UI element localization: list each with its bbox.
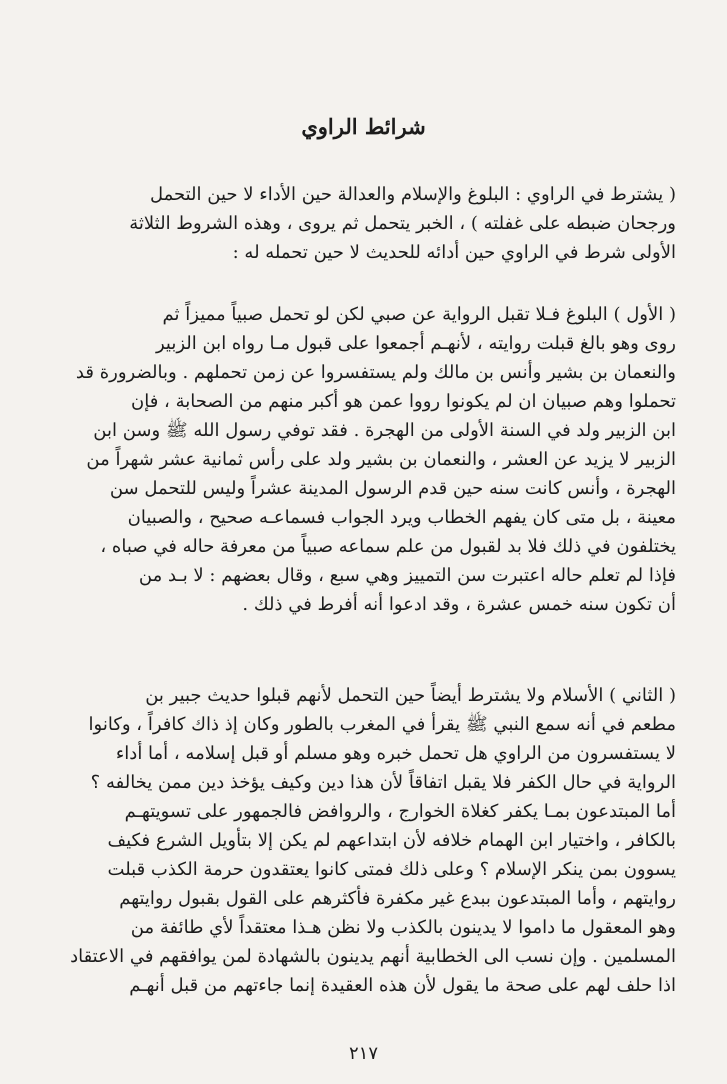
text-line: تحملوا وهم صبيان ان لم يكونوا رووا عمن هو أكبر منهم من الصحابة ، فإن [131,391,676,412]
text-line: الرواية في حال الكفر فلا يقبل اتفاقاً لأن هذا دين وكيف يؤخذ دين ممن يخالفه ؟ [90,772,676,793]
text-line: ورجحان ضبطه على غفلته ) ، الخبر يتحمل ثم يروى ، وهذه الشروط الثلاثة [129,213,676,234]
text-line: يختلفون في ذلك فلا بد لقبول من علم سماعه صبياً من معرفة حاله في صباه ، [100,536,676,557]
text-line: يسوون بمن ينكر الإسلام ؟ وعلى ذلك فمتى كانوا يعتقدون حرمة الكذب قبلت [107,859,676,880]
text-line: ( الثاني ) الأسلام ولا يشترط أيضاً حين التحمل لأنهم قبلوا حديث جبير بن [145,685,676,706]
text-line: والنعمان بن بشير وأنس بن مالك ولم يستفسروا عن زمن تحملهم . وبالضرورة قد [75,362,676,383]
paragraph-first-condition [50,300,676,619]
text-line: معينة ، بل متى كان يفهم الخطاب ويرد الجواب فسماعـه صحيح ، والصبيان [127,507,676,528]
text-line: فإذا لم تعلم حاله اعتبرت سن التمييز وهي سبع ، وقال بعضهم : لا بـد من [138,565,676,586]
text-line: ( الأول ) البلوغ فـلا تقبل الرواية عن صبي لكن لو تحمل صبياً مميزاً ثم [162,304,676,325]
text-line: أن تكون سنه خمس عشرة ، وقد ادعوا أنه أفرط في ذلك . [242,594,676,615]
text-line: بالكافر ، واختيار ابن الهمام خلافه لأن ابتداعهم لم يكن إلا بتأويل الشرع فكيف [107,830,676,851]
text-line: مطعم في أنه سمع النبي ﷺ يقرأ في المغرب بالطور وكان إذ ذاك كافراً ، وكانوا [88,714,676,735]
text-line: لا يستفسرون من الراوي هل تحمل خبره وهو مسلم أو قبل إسلامه ، أما أداء [115,743,676,764]
text-line: اذا حلف لهم على صحة ما يقول لأن هذه العقيدة إنما جاءتهم من قبل أنهـم [129,975,676,996]
paragraph-second-condition [50,681,676,1000]
page-number: ٢١٧ [348,1043,378,1064]
text-line: روى وهو بالغ قبلت روايته ، لأنهـم أجمعوا على قبول مـا رواه ابن الزبير [155,333,676,354]
text-line: الزبير لا يزيد عن العشر ، والنعمان بن بشير ولد على رأس ثمانية عشر شهراً من [86,449,676,470]
page-title: شرائط الراوي [301,114,426,139]
text-line: الهجرة ، وأنس كانت سنه حين قدم الرسول المدينة عشراً وليس للتحمل سن [109,478,676,499]
text-line: الأولى شرط في الراوي حين أدائه للحديث لا حين تحمله له : [232,242,676,263]
text-line: وهو المعقول ما داموا لا يدينون بالكذب ولا نظن هـذا معتقداً لأي طائفة من [130,917,676,938]
text-line: ابن الزبير ولد في السنة الأولى من الهجرة . فقد توفي رسول الله ﷺ وسن ابن [93,420,676,441]
paragraph-conditions-intro [50,180,676,267]
text-line: أما المبتدعون بمـا يكفر كغلاة الخوارج ، والروافض فالجمهور على تسويتهـم [124,801,676,822]
text-line: المسلمين . وإن نسب الى الخطابية أنهم يدينون بالشهادة لمن يوافقهم في الاعتقاد [70,946,676,967]
text-line: روايتهم ، وأما المبتدعون ببدع غير مكفرة فأكثرهم على القول بقبول روايتهم [119,888,676,909]
text-line: ( يشترط في الراوي : البلوغ والإسلام والعدالة حين الأداء لا حين التحمل [149,184,676,205]
